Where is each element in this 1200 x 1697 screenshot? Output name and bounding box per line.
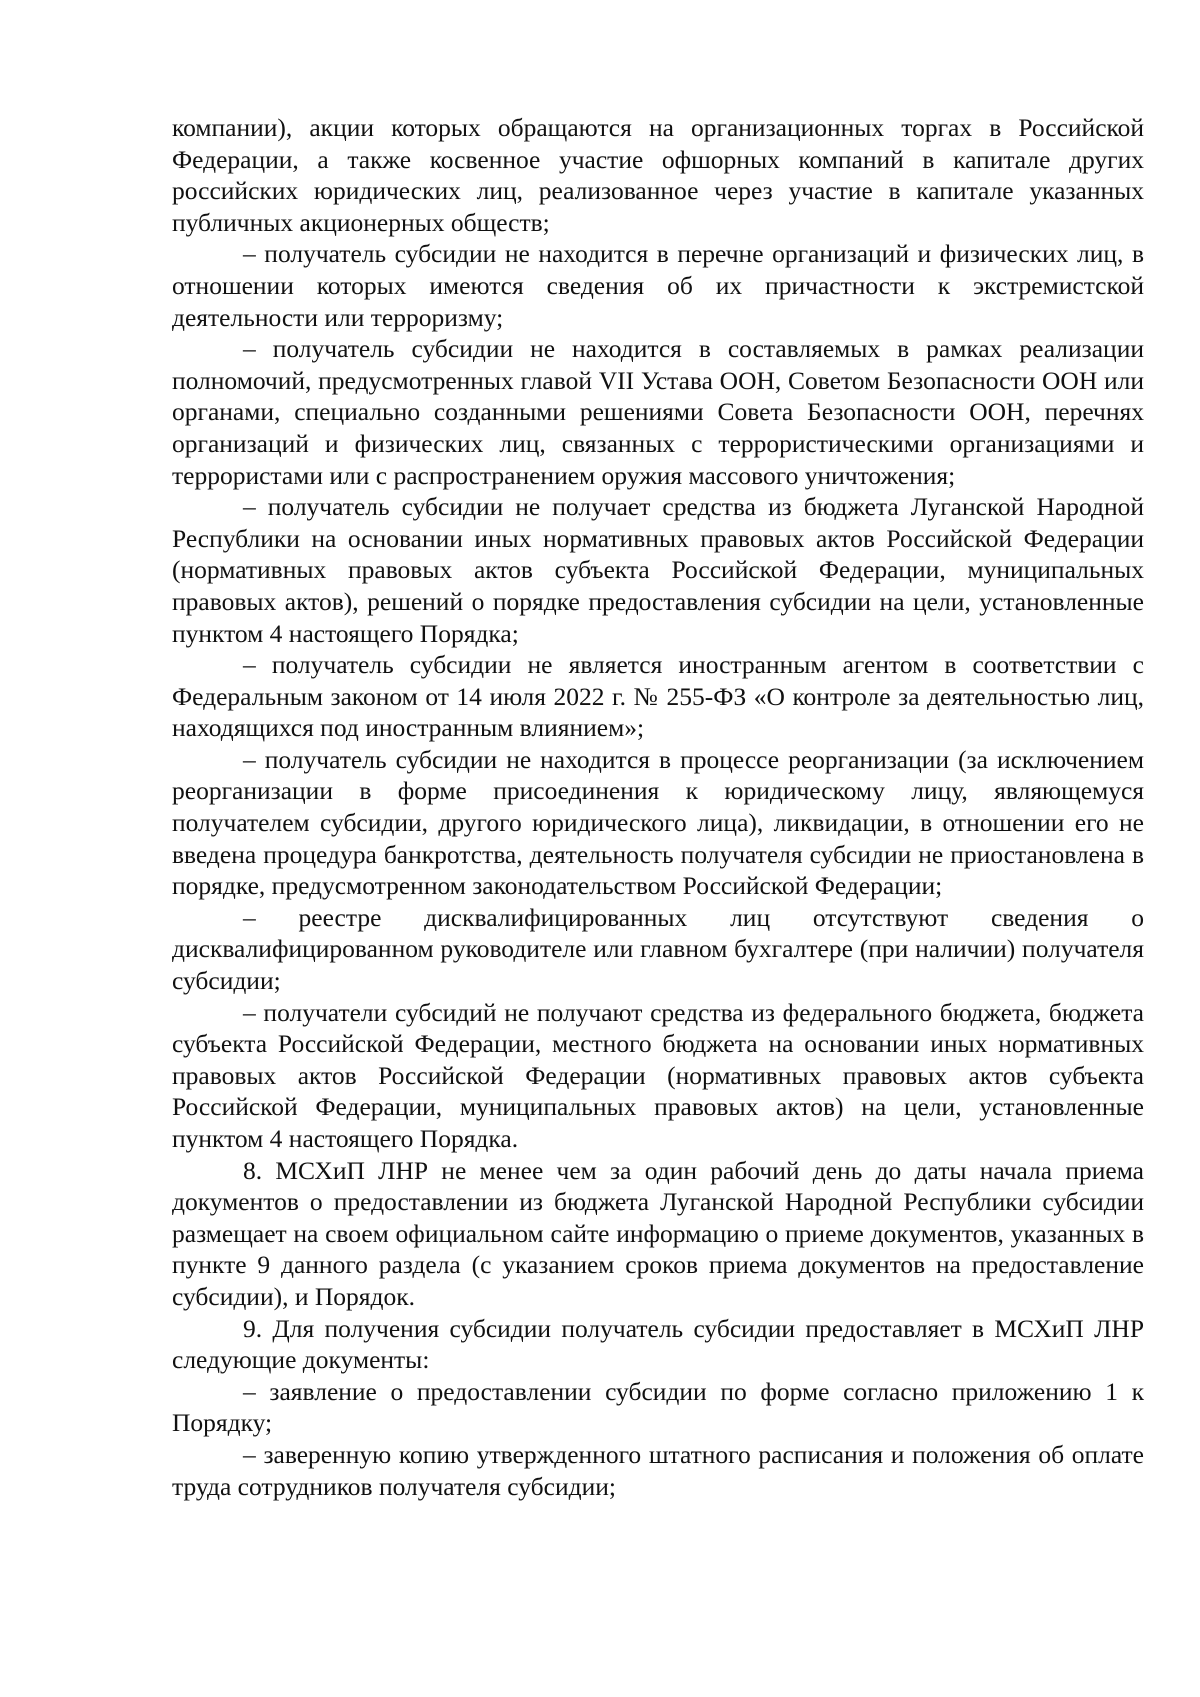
paragraph-offshore-companies: компании), акции которых обращаются на организационных торгах в Российской Федерации, а также косвенное участие офшорных компаний в капитале других российских юридических лиц, реализованное через участие в капитале указанных публичных акционерных обществ;: [172, 113, 1144, 237]
document-page: [172, 112, 1144, 1502]
paragraph-disqualified-persons: – реестре дисквалифицированных лиц отсутствуют сведения о дисквалифицированном руководителе или главном бухгалтере (при наличии) получателя субсидии;: [172, 902, 1144, 996]
paragraph-reorganization: – получатель субсидии не находится в процессе реорганизации (за исключением реорганизации в форме присоединения к юридическому лицу, являющемуся получателем субсидии, другого юридического лица), ликвидации, в отношении его не введена процедура банкротства, деятельность получателя субсидии не приостановлена в порядке, предусмотренном законодательством Российской Федерации;: [172, 744, 1144, 901]
paragraph-un-sanctions-list: – получатель субсидии не находится в составляемых в рамках реализации полномочий, предусмотренных главой VII Устава ООН, Советом Безопасности ООН или органами, специально созданными решениями Совета Безопасности ООН, перечнях организаций и физических лиц, связанных с террористическими организациями и террористами или с распространением оружия массового уничтожения;: [172, 334, 1144, 490]
paragraph-federal-budget-funds: – получатели субсидий не получают средства из федерального бюджета, бюджета субъекта Российской Федерации, местного бюджета на основании иных нормативных правовых актов Российской Федерации (нормативных правовых актов субъекта Российской Федерации, муниципальных правовых актов) на цели, установленные пунктом 4 настоящего Порядка.: [172, 997, 1144, 1153]
paragraph-section-9: 9. Для получения субсидии получатель субсидии предоставляет в МСХиП ЛНР следующие документы:: [172, 1313, 1144, 1375]
paragraph-foreign-agent: – получатель субсидии не является иностранным агентом в соответствии с Федеральным законом от 14 июля 2022 г. № 255-ФЗ «О контроле за деятельностью лиц, находящихся под иностранным влиянием»;: [172, 650, 1144, 743]
paragraph-budget-funds-lnr: – получатель субсидии не получает средства из бюджета Луганской Народной Республики на основании иных нормативных правовых актов Российской Федерации (нормативных правовых актов субъекта Российской Федерации, муниципальных правовых актов), решений о порядке предоставления субсидии на цели, установленные пунктом 4 настоящего Порядка;: [172, 492, 1144, 648]
paragraph-staff-schedule-copy: – заверенную копию утвержденного штатного расписания и положения об оплате труда сотрудников получателя субсидии;: [172, 1439, 1144, 1501]
paragraph-section-8: 8. МСХиП ЛНР не менее чем за один рабочий день до даты начала приема документов о предоставлении из бюджета Луганской Народной Республики субсидии размещает на своем официальном сайте информацию о приеме документов, указанных в пункте 9 данного раздела (с указанием сроков приема документов на предоставление субсидии), и Порядок.: [172, 1155, 1144, 1311]
paragraph-extremism-list: – получатель субсидии не находится в перечне организаций и физических лиц, в отношении которых имеются сведения об их причастности к экстремистской деятельности или терроризму;: [172, 239, 1144, 332]
paragraph-application-form: – заявление о предоставлении субсидии по форме согласно приложению 1 к Порядку;: [172, 1376, 1144, 1438]
